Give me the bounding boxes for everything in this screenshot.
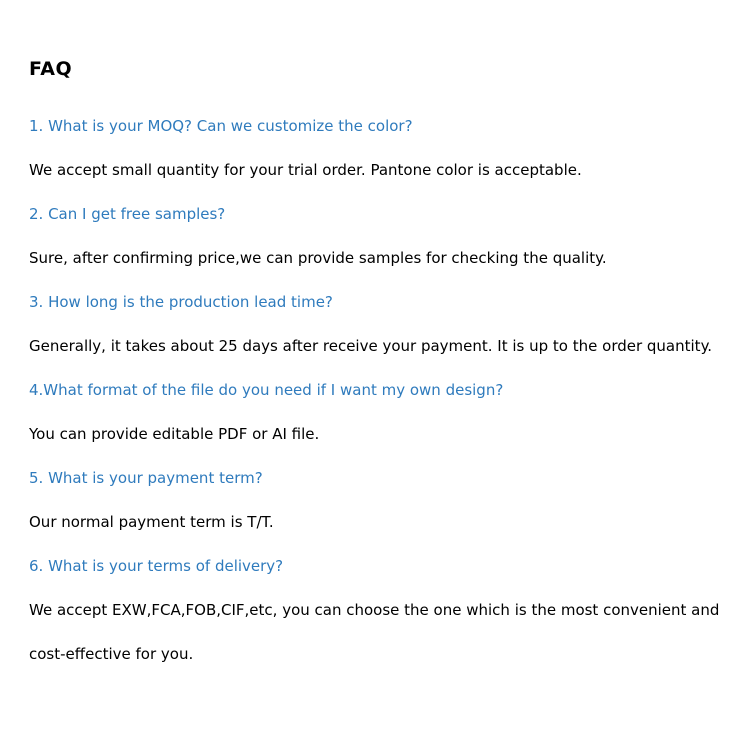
faq-answer-5: Our normal payment term is T/T. bbox=[29, 513, 274, 531]
faq-question-4: 4.What format of the file do you need if I want my own design? bbox=[29, 381, 504, 399]
faq-title: FAQ bbox=[29, 58, 73, 80]
faq-answer-1: We accept small quantity for your trial order. Pantone color is acceptable. bbox=[29, 161, 582, 179]
faq-question-5: 5. What is your payment term? bbox=[29, 469, 263, 487]
faq-question-3: 3. How long is the production lead time? bbox=[29, 293, 333, 311]
faq-answer-3: Generally, it takes about 25 days after receive your payment. It is up to the order quantity. bbox=[29, 337, 713, 355]
faq-answer-6-line-2: cost-effective for you. bbox=[29, 645, 194, 663]
faq-answer-2: Sure, after confirming price,we can provide samples for checking the quality. bbox=[29, 249, 607, 267]
faq-question-6: 6. What is your terms of delivery? bbox=[29, 557, 284, 575]
faq-answer-6-line-1: We accept EXW,FCA,FOB,CIF,etc, you can choose the one which is the most convenient and bbox=[29, 601, 720, 619]
faq-question-2: 2. Can I get free samples? bbox=[29, 205, 226, 223]
faq-question-1: 1. What is your MOQ? Can we customize the color? bbox=[29, 117, 413, 135]
faq-answer-4: You can provide editable PDF or AI file. bbox=[29, 425, 320, 443]
